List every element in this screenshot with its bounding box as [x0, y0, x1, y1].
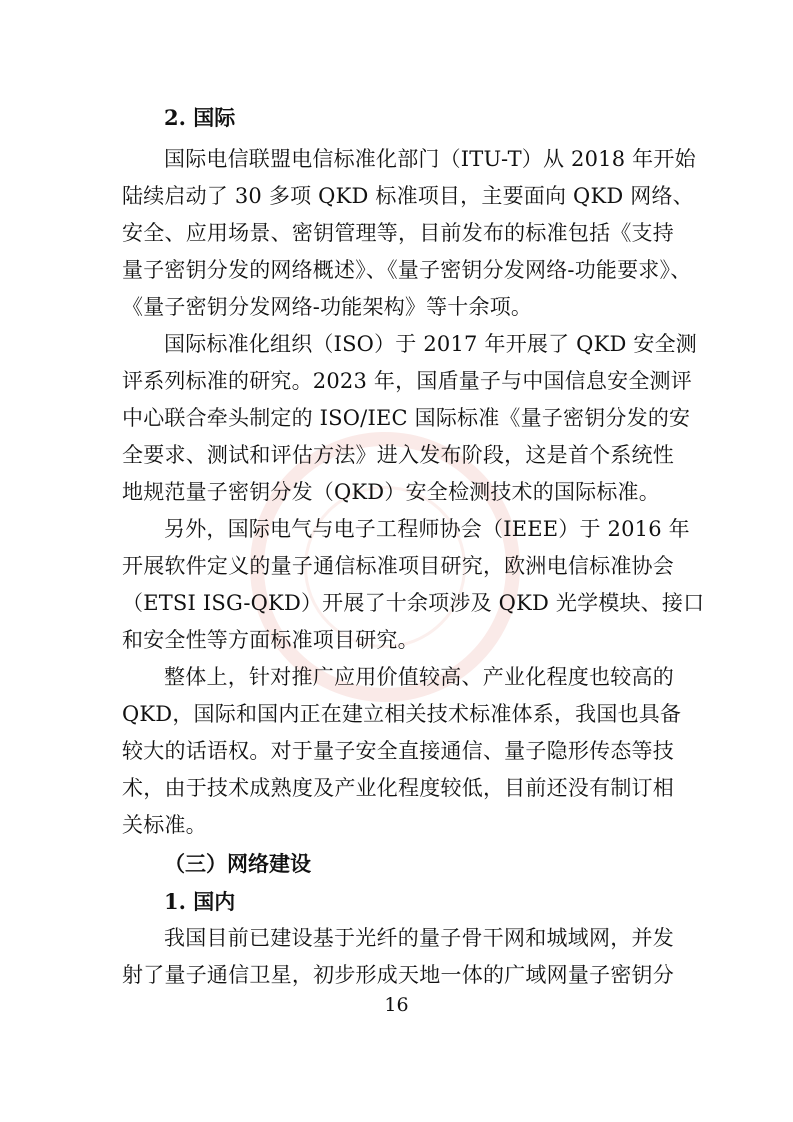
paragraph-line: 射了量子通信卫星，初步形成天地一体的广域网量子密钥分: [122, 963, 674, 987]
paragraph-line: 和安全性等方面标准项目研究。: [122, 628, 419, 652]
paragraph-line: 国际标准化组织（ISO）于 2017 年开展了 QKD 安全测: [164, 332, 697, 356]
paragraph-line: QKD，国际和国内正在建立相关技术标准体系，我国也具备: [122, 702, 682, 726]
section-heading-domestic: 1. 国内: [164, 889, 236, 914]
paragraph-line: 全要求、测试和评估方法》进入发布阶段，这是首个系统性: [122, 443, 674, 467]
paragraph-line: 量子密钥分发的网络概述》、《量子密钥分发网络-功能要求》、: [122, 258, 692, 282]
paragraph-line: 术，由于技术成熟度及产业化程度较低，目前还没有制订相: [122, 776, 674, 800]
paragraph-line: 另外，国际电气与电子工程师协会（IEEE）于 2016 年: [164, 517, 690, 541]
paragraph-line: 整体上，针对推广应用价值较高、产业化程度也较高的: [164, 665, 674, 689]
paragraph-line: 我国目前已建设基于光纤的量子骨干网和城域网，并发: [164, 926, 674, 950]
paragraph-line: 陆续启动了 30 多项 QKD 标准项目，主要面向 QKD 网络、: [122, 184, 694, 208]
paragraph-line: （ETSI ISG-QKD）开展了十余项涉及 QKD 光学模块、接口: [122, 591, 705, 615]
paragraph-line: 地规范量子密钥分发（QKD）安全检测技术的国际标准。: [122, 480, 660, 504]
section-heading-international: 2. 国际: [164, 105, 236, 130]
section-heading-network: （三）网络建设: [164, 851, 311, 876]
paragraph-line: 较大的话语权。对于量子安全直接通信、量子隐形传态等技: [122, 739, 674, 763]
paragraph-line: 关标准。: [122, 813, 207, 837]
paragraph-line: 中心联合牵头制定的 ISO/IEC 国际标准《量子密钥分发的安: [122, 406, 691, 430]
paragraph-line: 安全、应用场景、密钥管理等，目前发布的标准包括《支持: [122, 221, 674, 245]
page-number: 16: [384, 994, 409, 1016]
paragraph-line: 评系列标准的研究。2023 年，国盾量子与中国信息安全测评: [122, 369, 692, 393]
paragraph-line: 《量子密钥分发网络-功能架构》等十余项。: [122, 295, 533, 319]
paragraph-line: 开展软件定义的量子通信标准项目研究，欧洲电信标准协会: [122, 554, 674, 578]
paragraph-line: 国际电信联盟电信标准化部门（ITU-T）从 2018 年开始: [164, 147, 696, 171]
